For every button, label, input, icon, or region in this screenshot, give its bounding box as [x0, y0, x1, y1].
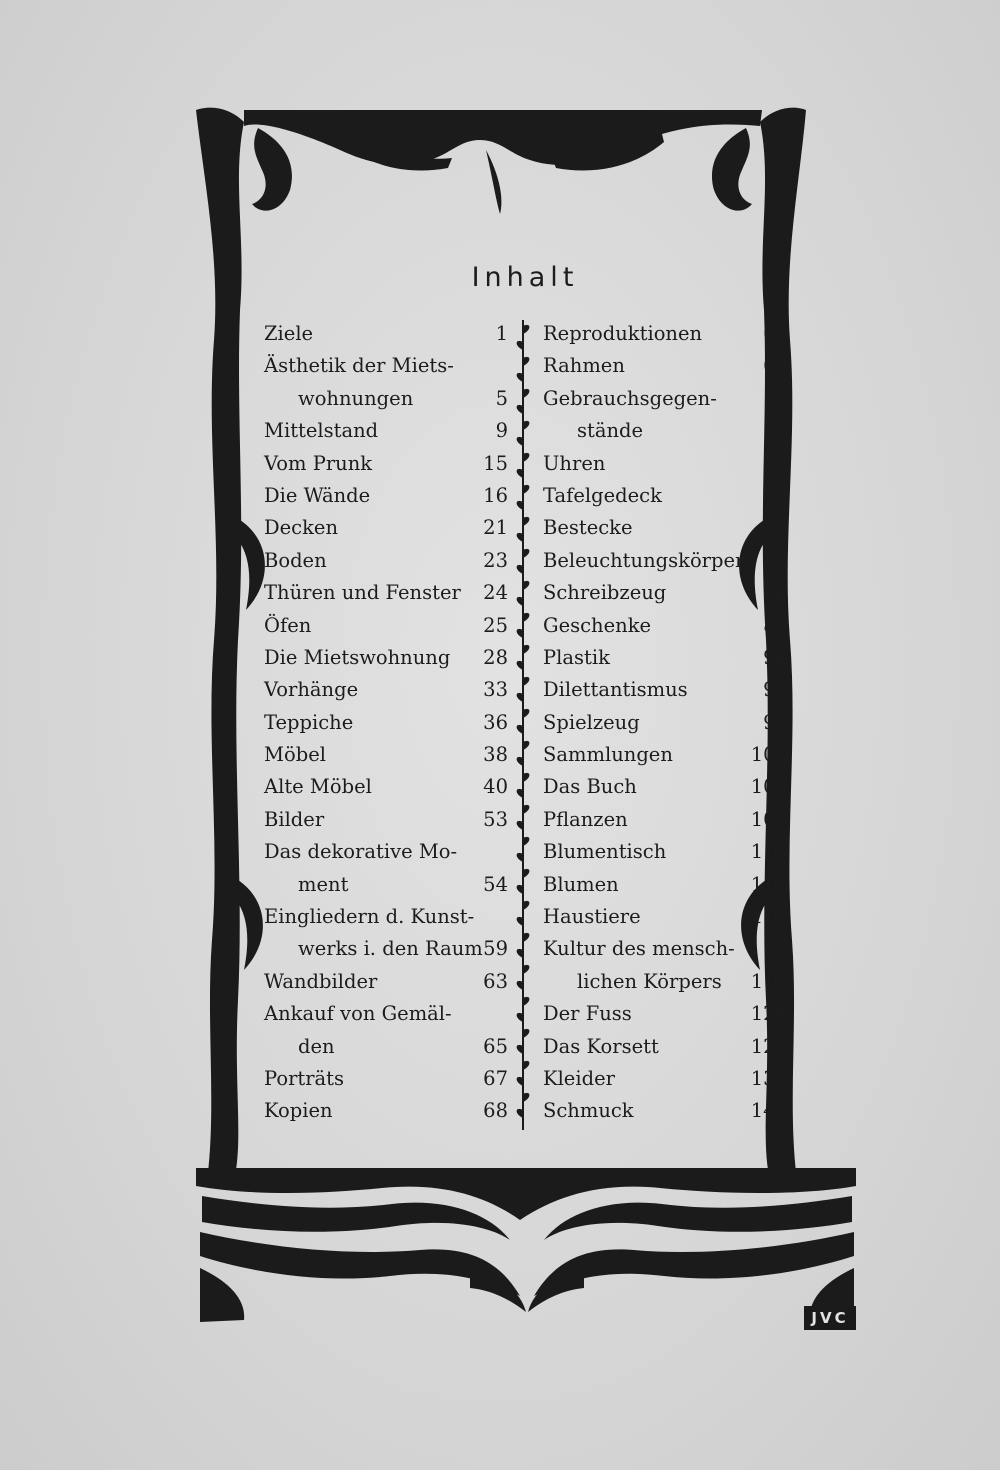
toc-entry-page: 65	[483, 1034, 508, 1058]
toc-entry	[264, 869, 508, 901]
toc-entry-page: 53	[483, 807, 508, 831]
toc-entry-label: Haustiere	[543, 905, 641, 929]
vine-leaf-icon	[523, 805, 529, 814]
vine-leaf-icon	[517, 661, 523, 670]
toc-entry-label: Vom Prunk	[264, 451, 373, 475]
toc-entry-label: lichen Körpers	[577, 969, 722, 993]
toc-entry-label: Der Fuss	[543, 1002, 632, 1026]
toc-entry-label: Das Buch	[543, 775, 637, 799]
toc-entry	[264, 804, 508, 836]
toc-entry-label: Beleuchtungskörper	[543, 548, 745, 572]
toc-entry-page: 67	[483, 1066, 508, 1090]
toc-entry	[543, 804, 788, 836]
toc-entry-page: 124	[750, 1002, 788, 1026]
vine-leaf-icon	[517, 629, 523, 638]
toc-entry-label: ment	[298, 872, 349, 896]
vine-leaf-icon	[523, 389, 529, 398]
toc-entry-page: 140	[750, 1099, 788, 1123]
vine-leaf-icon	[523, 613, 529, 622]
toc-entry-label: Möbel	[264, 743, 326, 767]
toc-entry-label: Sammlungen	[543, 743, 673, 767]
toc-entry-page: 33	[483, 678, 508, 702]
toc-entry	[543, 480, 788, 512]
toc-entry-page: 75	[763, 451, 788, 475]
toc-entry-label: Dilettantismus	[543, 678, 688, 702]
toc-entry	[543, 545, 788, 577]
toc-entry-page: 63	[483, 969, 508, 993]
vine-leaf-icon	[517, 949, 523, 958]
vine-leaf-icon	[517, 693, 523, 702]
toc-entry	[264, 707, 508, 739]
toc-entry	[543, 415, 788, 447]
toc-entry	[264, 448, 508, 480]
vine-leaf-icon	[523, 485, 529, 494]
vine-leaf-icon	[517, 501, 523, 510]
toc-entry-label: den	[298, 1034, 335, 1058]
toc-entry-page: 86	[763, 613, 788, 637]
toc-entry-label: Geschenke	[543, 613, 652, 637]
toc-entry-label: Uhren	[543, 451, 606, 475]
vine-leaf-icon	[517, 597, 523, 606]
toc-entry	[543, 610, 788, 642]
toc-entry-page: 24	[483, 581, 508, 605]
vine-leaf-icon	[523, 325, 529, 334]
toc-entry	[264, 383, 508, 415]
toc-right-column	[543, 318, 788, 1128]
vine-leaf-icon	[523, 837, 529, 846]
toc-entry	[543, 771, 788, 803]
vine-leaf-icon	[517, 1077, 523, 1086]
vine-divider	[513, 320, 533, 1130]
toc-entry-page: 84	[763, 581, 788, 605]
toc-entry-label: Teppiche	[264, 710, 354, 734]
toc-entry	[264, 966, 508, 998]
vine-leaf-icon	[517, 1109, 523, 1118]
toc-entry	[543, 642, 788, 674]
toc-entry-page: 68	[483, 1099, 508, 1123]
vine-leaf-icon	[517, 437, 523, 446]
toc-entry	[264, 836, 508, 868]
vine-leaf-icon	[523, 965, 529, 974]
toc-entry	[264, 1063, 508, 1095]
toc-entry-page: 25	[483, 613, 508, 637]
toc-entry-page: 36	[483, 710, 508, 734]
toc-entry	[543, 1063, 788, 1095]
vine-leaf-icon	[523, 421, 529, 430]
vine-leaf-icon	[517, 725, 523, 734]
toc-entry	[264, 642, 508, 674]
vine-leaf-icon	[517, 981, 523, 990]
vine-leaf-icon	[523, 1061, 529, 1070]
toc-entry-page: 79	[763, 516, 788, 540]
vine-leaf-icon	[517, 885, 523, 894]
toc-entry	[264, 610, 508, 642]
toc-entry	[264, 480, 508, 512]
toc-entry-page: 81	[763, 548, 788, 572]
vine-leaf-icon	[523, 869, 529, 878]
toc-entry-label: Ankauf von Gemäl-	[264, 1002, 452, 1026]
toc-entry	[543, 674, 788, 706]
vine-leaf-icon	[517, 1045, 523, 1054]
vine-leaf-icon	[523, 517, 529, 526]
toc-entry-page: 69	[763, 354, 788, 378]
toc-entry	[543, 318, 788, 350]
toc-entry-page: 5	[495, 386, 508, 410]
toc-entry-page: 109	[750, 807, 788, 831]
toc-entry-page: 111	[750, 872, 788, 896]
toc-entry-label: Wandbilder	[264, 969, 378, 993]
toc-entry	[543, 1095, 788, 1127]
toc-entry	[543, 577, 788, 609]
toc-entry-page: 75	[763, 419, 788, 443]
toc-entry	[264, 1095, 508, 1127]
toc-entry	[264, 998, 508, 1030]
toc-entry-label: Thüren und Fenster	[264, 581, 461, 605]
toc-entry-label: Gebrauchsgegen-	[543, 386, 717, 410]
toc-entry-label: stände	[577, 419, 644, 443]
vine-leaf-icon	[517, 757, 523, 766]
toc-entry	[264, 739, 508, 771]
toc-entry-label: Die Mietswohnung	[264, 645, 451, 669]
toc-entry	[543, 933, 788, 965]
toc-entry-label: Boden	[264, 548, 327, 572]
toc-entry-label: Kopien	[264, 1099, 333, 1123]
vine-leaf-icon	[523, 709, 529, 718]
toc-entry	[264, 512, 508, 544]
vine-leaf-icon	[517, 917, 523, 926]
toc-entry-page: 28	[483, 645, 508, 669]
toc-entry	[543, 998, 788, 1030]
toc-entry-page: 115	[750, 905, 788, 929]
toc-entry-label: Mittelstand	[264, 419, 379, 443]
toc-entry-page: 15	[483, 451, 508, 475]
toc-entry	[264, 901, 508, 933]
toc-entry	[543, 707, 788, 739]
toc-entry-page: 40	[483, 775, 508, 799]
toc-entry-label: Blumentisch	[543, 840, 667, 864]
toc-entry-label: Spielzeug	[543, 710, 640, 734]
toc-entry	[264, 545, 508, 577]
toc-entry-page: 110	[750, 840, 788, 864]
toc-entry-label: Kleider	[543, 1066, 615, 1090]
toc-entry-page: 105	[750, 775, 788, 799]
toc-entry-page: 129	[750, 1034, 788, 1058]
toc-entry-page: 118	[750, 969, 788, 993]
toc-entry	[543, 448, 788, 480]
vine-leaf-icon	[523, 997, 529, 1006]
vine-leaf-icon	[523, 549, 529, 558]
toc-entry-page: 1	[495, 322, 508, 345]
vine-leaf-icon	[517, 821, 523, 830]
toc-entry-label: Schmuck	[543, 1099, 634, 1123]
toc-entry-page: 16	[483, 483, 508, 507]
toc-entry	[543, 901, 788, 933]
toc-entry-label: Blumen	[543, 872, 619, 896]
vine-leaf-icon	[523, 933, 529, 942]
toc-entry	[264, 771, 508, 803]
toc-entry-label: Die Wände	[264, 483, 371, 507]
toc-entry	[264, 933, 508, 965]
toc-entry-page: 9	[495, 419, 508, 443]
toc-entry	[543, 383, 788, 415]
vine-leaf-icon	[523, 901, 529, 910]
vine-leaf-icon	[523, 1093, 529, 1102]
toc-entry-page: 96	[763, 678, 788, 702]
toc-entry-page: 94	[763, 645, 788, 669]
toc-entry-label: Das dekorative Mo-	[264, 840, 458, 864]
toc-entry-label: Tafelgedeck	[543, 483, 662, 507]
vine-leaf-icon	[517, 405, 523, 414]
vine-leaf-icon	[517, 469, 523, 478]
toc-entry	[543, 1031, 788, 1063]
toc-entry-label: Rahmen	[543, 354, 625, 378]
toc-entry-label: Pflanzen	[543, 807, 628, 831]
toc-entry-label: Ziele	[264, 322, 314, 345]
toc-entry-label: Vorhänge	[264, 678, 359, 702]
toc-entry-page: 23	[483, 548, 508, 572]
toc-left-column	[264, 318, 508, 1128]
vine-leaf-icon	[523, 1029, 529, 1038]
toc-entry-label: Decken	[264, 516, 339, 540]
toc-entry-label: Schreibzeug	[543, 581, 667, 605]
toc-entry-page: 54	[483, 872, 508, 896]
toc-entry-label: Öfen	[264, 613, 312, 637]
toc-entry-page: 135	[750, 1066, 788, 1090]
vine-leaf-icon	[523, 741, 529, 750]
toc-entry	[264, 674, 508, 706]
toc-entry	[543, 869, 788, 901]
vine-leaf-icon	[523, 453, 529, 462]
vine-leaf-icon	[517, 341, 523, 350]
toc-entry-page: 69	[763, 322, 788, 345]
vine-leaf-icon	[523, 773, 529, 782]
toc-entry-label: Bilder	[264, 807, 325, 831]
toc-entry-page: 38	[483, 743, 508, 767]
toc-entry	[264, 415, 508, 447]
vine-leaf-icon	[517, 533, 523, 542]
vine-leaf-icon	[517, 373, 523, 382]
toc-entry	[543, 350, 788, 382]
toc-entry-label: Alte Möbel	[264, 775, 372, 799]
toc-entry-label: werks i. den Raum	[298, 937, 483, 961]
toc-entry-label: Ästhetik der Miets-	[264, 354, 454, 378]
toc-entry-label: Bestecke	[543, 516, 633, 540]
vine-leaf-icon	[517, 789, 523, 798]
vine-leaf-icon	[517, 853, 523, 862]
toc-entry-label: Reproduktionen	[543, 322, 703, 345]
toc-entry	[264, 318, 508, 350]
toc-entry	[543, 739, 788, 771]
toc-entry-label: Das Korsett	[543, 1034, 659, 1058]
toc-entry	[543, 512, 788, 544]
toc-entry	[264, 350, 508, 382]
vine-leaf-icon	[523, 677, 529, 686]
toc-entry-label: Eingliedern d. Kunst-	[264, 905, 475, 929]
toc-title: Inhalt	[471, 262, 579, 293]
toc-entry	[543, 966, 788, 998]
toc-entry-label: Plastik	[543, 645, 610, 669]
toc-entry-page: 101	[750, 743, 788, 767]
toc-entry	[264, 1031, 508, 1063]
toc-entry	[543, 836, 788, 868]
toc-entry-page: 78	[763, 483, 788, 507]
artist-monogram: JVC	[804, 1306, 856, 1330]
toc-entry-label: wohnungen	[298, 386, 414, 410]
toc-entry-page: 21	[483, 516, 508, 540]
vine-leaf-icon	[523, 357, 529, 366]
vine-leaf-icon	[517, 1013, 523, 1022]
vine-leaf-icon	[523, 581, 529, 590]
toc-entry-page: 59	[483, 937, 508, 961]
toc-entry-page: 99	[763, 710, 788, 734]
toc-entry-label: Kultur des mensch-	[543, 937, 735, 961]
toc-entry-label: Porträts	[264, 1066, 345, 1090]
vine-leaf-icon	[517, 565, 523, 574]
toc-entry	[264, 577, 508, 609]
vine-leaf-icon	[523, 645, 529, 654]
